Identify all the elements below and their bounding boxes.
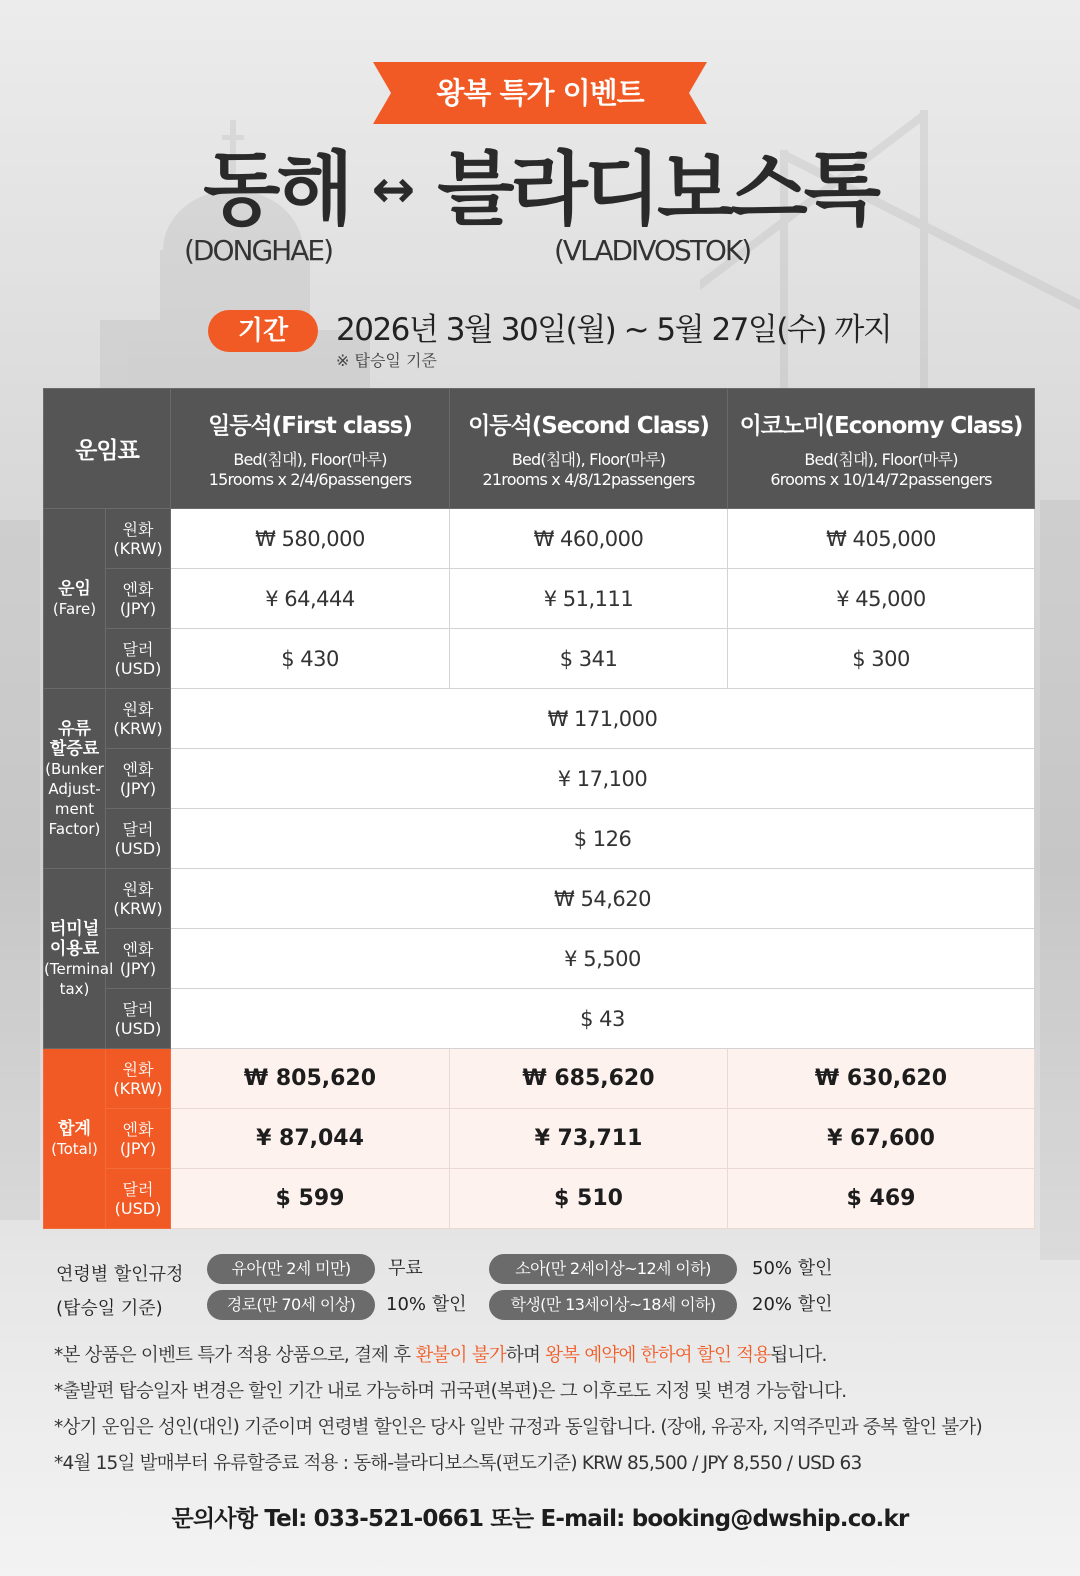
class-title: 일등석(First class) [208, 413, 412, 439]
currency-jpy: 엔화 (JPY) [106, 929, 171, 989]
terminal-cell: $ 43 [171, 989, 1035, 1049]
currency-usd: 달러 (USD) [106, 629, 171, 689]
table-row [44, 689, 1035, 749]
discount-pill-senior: 경로(만 70세 이상) [207, 1290, 375, 1320]
fare-cell: $ 300 [728, 629, 1035, 689]
class-desc: 15rooms x 2/4/6passengers [208, 470, 412, 489]
discount-pill-infant: 유아(만 2세 미만) [207, 1254, 375, 1284]
total-cell: ₩ 805,620 [171, 1049, 450, 1109]
fare-cell: ₩ 460,000 [450, 509, 728, 569]
currency-usd: 달러 (USD) [106, 989, 171, 1049]
discount-value-senior: 10% 할인 [386, 1294, 467, 1315]
note-adult-basis: *상기 운임은 성인(대인) 기준이며 연령별 할인은 당사 일반 규정과 동일합니다. (장애, 유공자, 지역주민과 중복 할인 불가) [54, 1417, 982, 1438]
bunker-cell: ¥ 17,100 [171, 749, 1035, 809]
currency-jpy: 엔화 (JPY) [106, 569, 171, 629]
class-desc: Bed(침대), Floor(마루) [804, 450, 958, 469]
table-row [44, 929, 1035, 989]
note-bunker: *4월 15일 발매부터 유류할증료 적용 : 동해-블라디보스톡(편도기준) KRW 85,500 / JPY 8,550 / USD 63 [54, 1453, 862, 1474]
currency-krw: 원화 (KRW) [106, 1049, 171, 1109]
class-title: 이코노미(Economy Class) [739, 413, 1023, 439]
event-banner [373, 62, 707, 124]
total-cell: ¥ 87,044 [171, 1109, 450, 1169]
table-row [44, 869, 1035, 929]
banner-title: 왕복 특가 이벤트 [436, 76, 644, 110]
table-corner: 운임표 [44, 389, 171, 509]
discount-title: 연령별 할인규정 [56, 1264, 184, 1285]
contact-info: 문의사항 Tel: 033-521-0661 또는 E-mail: booking@dwship.co.kr [171, 1506, 909, 1532]
discount-value-child: 50% 할인 [752, 1258, 833, 1279]
total-cell: ¥ 67,600 [728, 1109, 1035, 1169]
class-header-second [450, 389, 728, 509]
category-fare: 운임 (Fare) [44, 509, 106, 689]
period-label: 기간 [208, 310, 318, 352]
route-from-en: (DONGHAE) [184, 234, 332, 267]
terminal-cell: ¥ 5,500 [171, 929, 1035, 989]
table-header-row [44, 389, 1035, 509]
discount-pill-student: 학생(만 13세이상~18세 이하) [489, 1290, 737, 1320]
table-row-total [44, 1169, 1035, 1229]
class-title: 이등석(Second Class) [468, 413, 709, 439]
table-row [44, 509, 1035, 569]
total-cell: ¥ 73,711 [450, 1109, 728, 1169]
route-title [0, 140, 1080, 240]
table-row-total [44, 1109, 1035, 1169]
fare-table [43, 388, 1035, 1229]
route-from: 동해 [203, 143, 350, 236]
fare-cell: ₩ 405,000 [728, 509, 1035, 569]
discount-subtitle: (탑승일 기준) [56, 1298, 163, 1319]
bunker-cell: ₩ 171,000 [171, 689, 1035, 749]
class-header-economy [728, 389, 1035, 509]
note-refund: *본 상품은 이벤트 특가 적용 상품으로, 결제 후 환불이 불가하며 왕복 예약에 한하여 할인 적용됩니다. [54, 1345, 827, 1366]
note-highlight: 왕복 예약에 한하여 할인 적용 [545, 1345, 771, 1366]
table-row [44, 569, 1035, 629]
route-to: 블라디보스톡 [437, 143, 877, 236]
bunker-cell: $ 126 [171, 809, 1035, 869]
total-cell: ₩ 630,620 [728, 1049, 1035, 1109]
currency-usd: 달러 (USD) [106, 809, 171, 869]
currency-usd: 달러 (USD) [106, 1169, 171, 1229]
notes-section [54, 1338, 1054, 1482]
fare-cell: ¥ 45,000 [728, 569, 1035, 629]
period-dates: 2026년 3월 30일(월) ~ 5월 27일(수) 까지 [336, 312, 892, 348]
fare-cell: ¥ 51,111 [450, 569, 728, 629]
table-row [44, 989, 1035, 1049]
fare-cell: $ 341 [450, 629, 728, 689]
category-bunker: 유류 할증료 (Bunker Adjust- ment Factor) [44, 689, 106, 869]
category-total: 합계 (Total) [44, 1049, 106, 1229]
terminal-cell: ₩ 54,620 [171, 869, 1035, 929]
table-row [44, 749, 1035, 809]
class-desc: 6rooms x 10/14/72passengers [770, 470, 992, 489]
total-cell: $ 599 [171, 1169, 450, 1229]
discount-value-infant: 무료 [388, 1258, 423, 1279]
table-row [44, 809, 1035, 869]
discount-pill-child: 소아(만 2세이상~12세 이하) [489, 1254, 737, 1284]
fare-cell: $ 430 [171, 629, 450, 689]
currency-krw: 원화 (KRW) [106, 689, 171, 749]
class-header-first [171, 389, 450, 509]
currency-krw: 원화 (KRW) [106, 509, 171, 569]
class-desc: 21rooms x 4/8/12passengers [482, 470, 695, 489]
total-cell: $ 469 [728, 1169, 1035, 1229]
table-row [44, 629, 1035, 689]
note-highlight: 환불이 불가 [415, 1345, 506, 1366]
currency-krw: 원화 (KRW) [106, 869, 171, 929]
fare-cell: ₩ 580,000 [171, 509, 450, 569]
currency-jpy: 엔화 (JPY) [106, 749, 171, 809]
total-cell: $ 510 [450, 1169, 728, 1229]
discount-value-student: 20% 할인 [752, 1294, 833, 1315]
fare-cell: ¥ 64,444 [171, 569, 450, 629]
note-change: *출발편 탑승일자 변경은 할인 기간 내로 가능하며 귀국편(복편)은 그 이후로도 지정 및 변경 가능합니다. [54, 1381, 847, 1402]
currency-jpy: 엔화 (JPY) [106, 1109, 171, 1169]
class-desc: Bed(침대), Floor(마루) [233, 450, 387, 469]
class-desc: Bed(침대), Floor(마루) [511, 450, 666, 469]
period-note: ※ 탑승일 기준 [336, 351, 437, 370]
round-trip-arrow-icon: ↔ [371, 160, 416, 220]
table-row-total [44, 1049, 1035, 1109]
category-terminal: 터미널 이용료 (Terminal tax) [44, 869, 106, 1049]
total-cell: ₩ 685,620 [450, 1049, 728, 1109]
route-to-en: (VLADIVOSTOK) [554, 234, 751, 267]
